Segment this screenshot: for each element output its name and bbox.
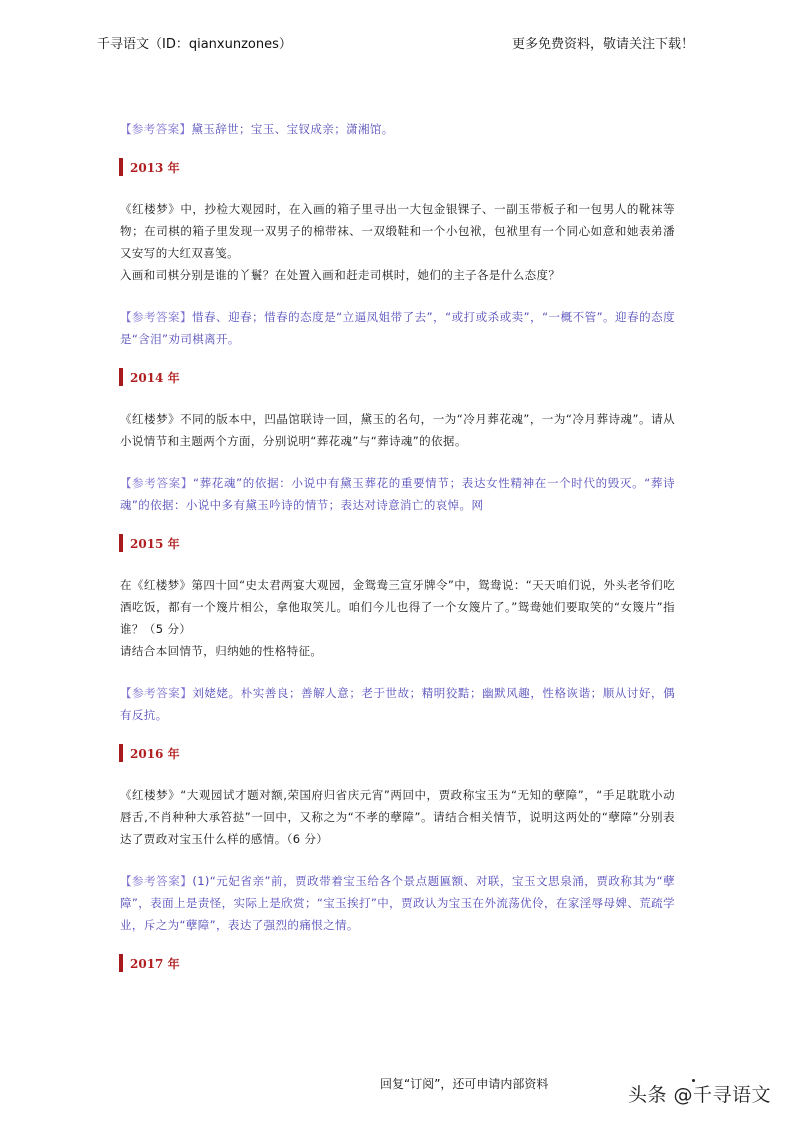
question-paragraph <box>120 198 675 286</box>
answer-paragraph <box>120 472 675 516</box>
question-line: 《红楼梦》中，抄检大观园时，在入画的箱子里寻出一大包金银锞子、一副玉带板子和一包男人的靴袜等物；在司棋的箱子里发现一双男子的棉带袜、一双缎鞋和一个小包袱，包袱里有一个同心如意和她表弟潘又安写的大红双喜笺。 <box>120 202 675 260</box>
question-paragraph <box>120 408 675 452</box>
answer-paragraph <box>120 306 675 350</box>
question-line: 《红楼梦》“大观园试才题对额,荣国府归省庆元宵”两回中，贾政称宝玉为“无知的孽障”，“手足耽耽小动唇舌,不肖种种大承笞挞”一回中，又称之为“不孝的孽障”。请结合相关情节，说明这两处的“孽障”分别表达了贾政对宝玉什么样的感情。（6 分） <box>120 788 675 846</box>
answer-text: “葬花魂”的依据：小说中有黛玉葬花的重要情节；表达女性精神在一个时代的毁灭。“葬诗魂”的依据：小说中多有黛玉吟诗的情节；表达对诗意消亡的哀悼。网 <box>120 476 675 512</box>
year-heading <box>119 368 675 386</box>
answer-tag: 【参考答案】 <box>120 122 192 136</box>
year-marker-bar <box>119 158 123 176</box>
question-line: 《红楼梦》不同的版本中，凹晶馆联诗一回，黛玉的名句，一为“冷月葬花魂”，一为“冷月葬诗魂”。请从小说情节和主题两个方面，分别说明“葬花魂”与“葬诗魂”的依据。 <box>120 412 675 448</box>
answer-text: 刘姥姥。朴实善良；善解人意；老于世故；精明狡黠；幽默风趣，性格诙谐；顺从讨好，偶有反抗。 <box>120 686 675 722</box>
content-area <box>120 118 675 994</box>
year-heading <box>119 534 675 552</box>
year-marker-bar <box>119 368 123 386</box>
answer-tag: 【参考答案】 <box>120 476 194 490</box>
header-source: 千寻语文（ID：qianxunzones） <box>97 37 292 52</box>
question-paragraph <box>120 574 675 662</box>
year-label: 2015 年 <box>130 536 180 551</box>
year-heading <box>119 158 675 176</box>
answer-text: 黛玉辞世；宝玉、宝钗成亲；潇湘馆。 <box>191 122 394 136</box>
year-label: 2016 年 <box>130 746 180 761</box>
year-marker-bar <box>119 534 123 552</box>
answer-paragraph <box>120 682 675 726</box>
year-heading <box>119 954 675 972</box>
header-notice: 更多免费资料，敬请关注下载！ <box>511 37 694 52</box>
year-marker-bar <box>119 954 123 972</box>
answer-tag: 【参考答案】 <box>120 874 193 888</box>
question-paragraph <box>120 784 675 850</box>
year-marker-bar <box>119 744 123 762</box>
watermark: 头条 @千寻语文 <box>628 1084 772 1106</box>
question-line: 请结合本回情节，归纳她的性格特征。 <box>120 644 323 658</box>
year-heading <box>119 744 675 762</box>
year-label: 2013 年 <box>130 160 180 175</box>
year-label: 2014 年 <box>130 370 180 385</box>
answer-tag: 【参考答案】 <box>120 310 193 324</box>
answer-paragraph <box>120 870 675 936</box>
question-line: 入画和司棋分别是谁的丫鬟？在处置入画和赶走司棋时，她们的主子各是什么态度？ <box>120 268 561 282</box>
footer-subscribe-note: 回复“订阅”，还可申请内部资料 <box>380 1077 549 1091</box>
year-label: 2017 年 <box>130 956 180 971</box>
answer-paragraph <box>120 118 675 140</box>
question-line: 在《红楼梦》第四十回“史太君两宴大观园，金鸳鸯三宣牙牌令”中，鸳鸯说：“天天咱们说，外头老爷们吃酒吃饭，都有一个篾片相公，拿他取笑儿。咱们今儿也得了一个女篾片了。”鸳鸯她们要取笑的“女篾片”指谁？（5 分） <box>120 578 675 636</box>
answer-text: (1)“元妃省亲”前，贾政带着宝玉给各个景点题匾额、对联，宝玉文思泉涌，贾政称其为“孽障”，表面上是责怪，实际上是欣赏；“宝玉挨打”中，贾政认为宝玉在外流荡优伶，在家淫辱母婢、荒疏学业，斥之为“孽障”，表达了强烈的痛恨之情。 <box>120 874 676 932</box>
answer-tag: 【参考答案】 <box>120 686 193 700</box>
answer-text: 惜春、迎春；惜春的态度是“立逼凤姐带了去”，“或打或杀或卖”，“一概不管”。迎春的态度是“含泪”劝司棋离开。 <box>120 310 675 346</box>
